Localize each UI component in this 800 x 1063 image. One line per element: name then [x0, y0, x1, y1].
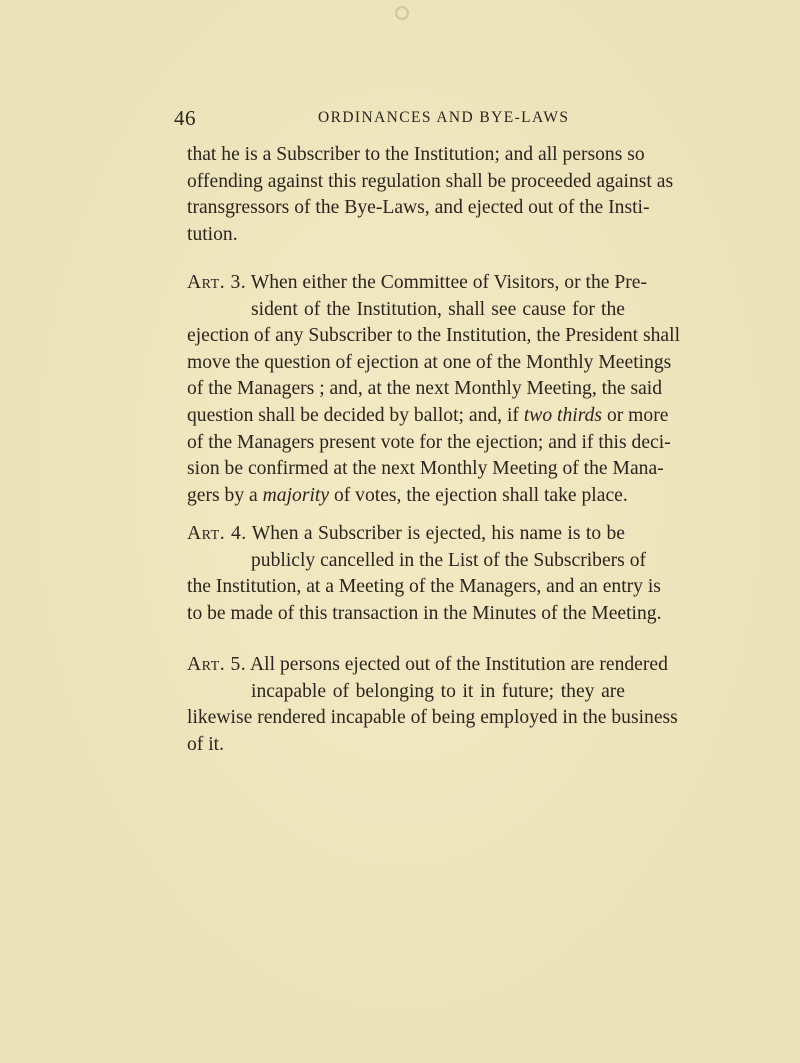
text-line: the Institution, at a Meeting of the Managers, and an entry is [187, 576, 661, 598]
text-line: sion be confirmed at the next Monthly Meeting of the Mana- [187, 458, 664, 480]
text-line: Art. 4. When a Subscriber is ejected, his name is to be [187, 523, 625, 544]
text-line: gers by a majority of votes, the ejection shall take place. [187, 484, 628, 506]
page-number: 46 [174, 106, 196, 130]
article-3 [187, 270, 681, 509]
article-5 [187, 652, 678, 758]
article-4 [187, 521, 662, 627]
text-line: Art. 3. When either the Committee of Visitors, or the Pre- [187, 272, 647, 293]
article-label: Art. 3. [187, 272, 247, 293]
text-line: incapable of belonging to it in future; they are [251, 680, 625, 702]
text-line: of the Managers present vote for the ejection; and if this deci- [187, 431, 671, 453]
text-line: transgressors of the Bye-Laws, and ejected out of the Insti- [187, 197, 650, 219]
text-line: tution. [187, 223, 238, 245]
text-line: ejection of any Subscriber to the Institution, the President shall [187, 325, 681, 347]
text-line: that he is a Subscriber to the Institution; and all persons so [187, 144, 645, 165]
running-title: ORDINANCES AND BYE-LAWS [318, 109, 570, 126]
article-label: Art. 4. [187, 523, 247, 544]
text-line: question shall be decided by ballot; and, if two thirds or more [187, 404, 669, 426]
text-line: of the Managers ; and, at the next Monthly Meeting, the said [187, 378, 663, 400]
paragraph-continuation [187, 142, 674, 248]
text-line: of it. [187, 733, 225, 755]
text-line: offending against this regulation shall be proceeded against as [187, 170, 674, 192]
article-label: Art. 5. [187, 654, 247, 675]
text-line: publicly cancelled in the List of the Subscribers of [251, 549, 647, 571]
italic-emphasis: two thirds [523, 404, 603, 426]
page-blemish [395, 6, 409, 20]
text-line: Art. 5. All persons ejected out of the Institution are rendered [187, 654, 668, 675]
text-line: to be made of this transaction in the Minutes of the Meeting. [187, 602, 662, 624]
text-line: move the question of ejection at one of the Monthly Meetings [187, 351, 672, 373]
running-head [174, 106, 634, 132]
text-line: sident of the Institution, shall see cause for the [251, 298, 625, 320]
italic-emphasis: majority [262, 484, 330, 506]
text-line: likewise rendered incapable of being employed in the business [187, 707, 678, 729]
